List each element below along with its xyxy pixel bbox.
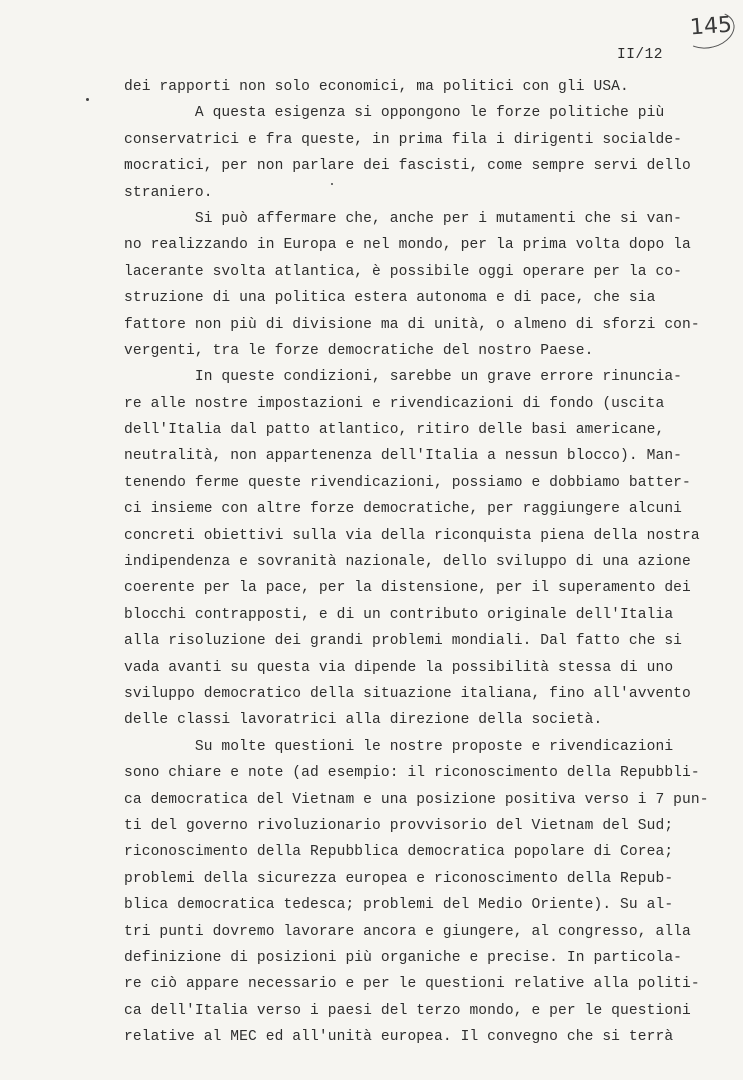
text-line: coerente per la pace, per la distensione, per il superamento dei	[124, 580, 691, 597]
text-line: neutralità, non appartenenza dell'Italia a nessun blocco). Man-	[124, 448, 683, 465]
text-line: problemi della sicurezza europea e riconoscimento della Repub-	[124, 870, 674, 887]
text-line: ca dell'Italia verso i paesi del terzo mondo, e per le questioni	[124, 1002, 691, 1019]
text-line: straniero.	[124, 184, 213, 201]
text-line: mocratici, per non parlare dei fascisti, come sempre servi dello	[124, 158, 691, 175]
text-line: ci insieme con altre forze democratiche, per raggiungere alcuni	[124, 501, 683, 518]
text-line: vada avanti su questa via dipende la possibilità stessa di uno	[124, 659, 674, 676]
text-line: In queste condizioni, sarebbe un grave errore rinuncia-	[124, 369, 683, 386]
text-line: Su molte questioni le nostre proposte e rivendicazioni	[124, 738, 674, 755]
text-line: blocchi contrapposti, e di un contributo originale dell'Italia	[124, 606, 674, 623]
text-line: A questa esigenza si oppongono le forze politiche più	[124, 105, 665, 122]
text-line: no realizzando in Europa e nel mondo, per la prima volta dopo la	[124, 237, 691, 254]
text-line: vergenti, tra le forze democratiche del nostro Paese.	[124, 342, 594, 359]
text-line: struzione di una politica estera autonoma e di pace, che sia	[124, 290, 656, 307]
text-line: sviluppo democratico della situazione italiana, fino all'avvento	[124, 685, 691, 702]
text-line: alla risoluzione dei grandi problemi mondiali. Dal fatto che si	[124, 633, 683, 650]
text-line: lacerante svolta atlantica, è possibile oggi operare per la co-	[124, 263, 683, 280]
text-line: dell'Italia dal patto atlantico, ritiro delle basi americane,	[124, 422, 665, 439]
handwritten-page-number: 145	[689, 12, 733, 41]
text-line: Si può affermare che, anche per i mutamenti che si van-	[124, 210, 683, 227]
text-line: tri punti dovremo lavorare ancora e giungere, al congresso, alla	[124, 923, 691, 940]
text-line: concreti obiettivi sulla via della riconquista piena della nostra	[124, 527, 700, 544]
text-line: riconoscimento della Repubblica democratica popolare di Corea;	[124, 844, 674, 861]
text-line: tenendo ferme queste rivendicazioni, possiamo e dobbiamo batter-	[124, 474, 691, 491]
text-line: blica democratica tedesca; problemi del Medio Oriente). Su al-	[124, 897, 674, 914]
text-line: fattore non più di divisione ma di unità, o almeno di sforzi con-	[124, 316, 700, 333]
text-line: ti del governo rivoluzionario provvisorio del Vietnam del Sud;	[124, 817, 674, 834]
text-line: dei rapporti non solo economici, ma politici con gli USA.	[124, 79, 629, 95]
text-line: indipendenza e sovranità nazionale, dello sviluppo di una azione	[124, 554, 691, 571]
text-line: conservatrici e fra queste, in prima fila i dirigenti socialde-	[124, 131, 683, 148]
text-line: sono chiare e note (ad esempio: il riconoscimento della Repubbli-	[124, 765, 700, 782]
text-line: relative al MEC ed all'unità europea. Il convegno che si terrà	[124, 1029, 674, 1046]
text-line: delle classi lavoratrici alla direzione della società.	[124, 712, 603, 729]
margin-dot-mark	[86, 98, 89, 101]
text-line: re ciò appare necessario e per le questioni relative alla politi-	[124, 976, 700, 993]
page-number: II/12	[617, 47, 664, 63]
text-line: definizione di posizioni più organiche e precise. In particola-	[124, 949, 683, 966]
text-line: re alle nostre impostazioni e rivendicazioni di fondo (uscita	[124, 395, 665, 412]
body-text	[124, 74, 709, 1050]
text-line: ca democratica del Vietnam e una posizione positiva verso i 7 pun-	[124, 791, 709, 808]
